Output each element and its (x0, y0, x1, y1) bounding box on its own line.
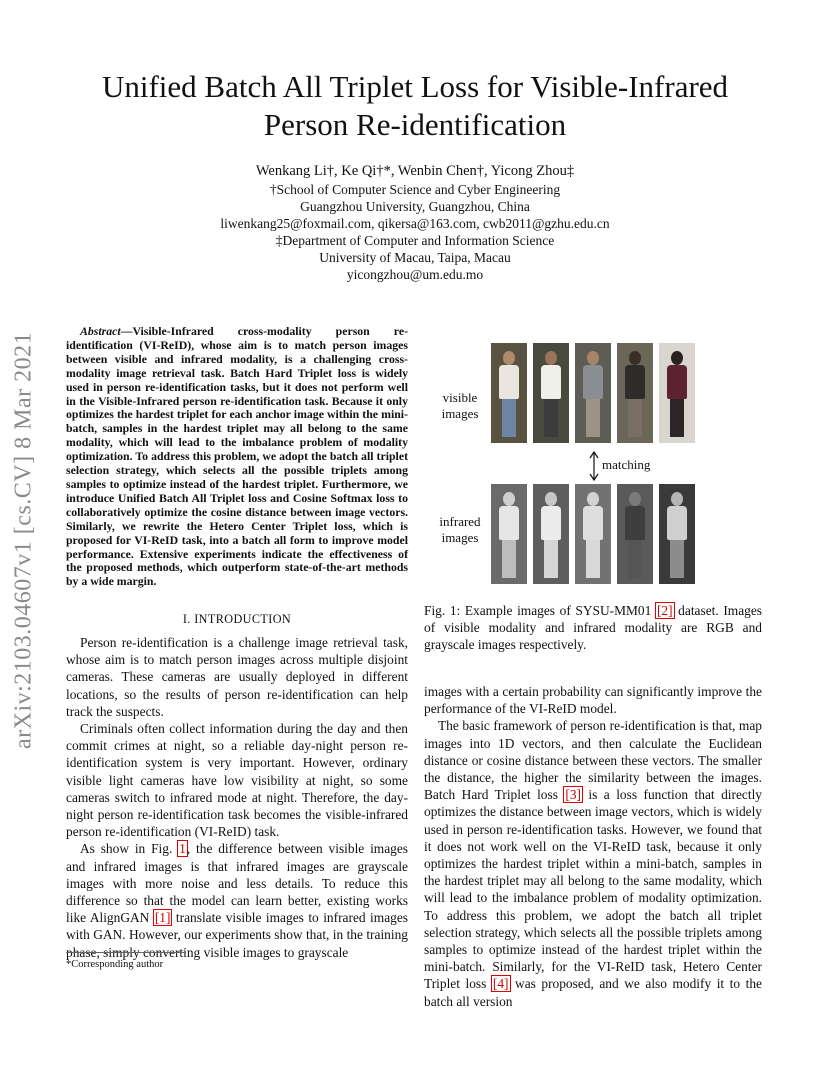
citation-link-1[interactable]: [1] (154, 910, 171, 926)
visible-photo-5 (659, 343, 695, 443)
matching-arrow-icon (588, 450, 600, 482)
caption-text-a: Fig. 1: Example images of SYSU-MM01 (424, 603, 656, 618)
visible-label-line-1: visible (442, 390, 478, 405)
right-p2-text-a: The basic framework of person re-identification is that, map images into 1D vectors, and then calculate the Euclidean distance or cosine distance between these vectors. The smaller the distance, the higher the similarity between the images. Batch Hard Triplet loss (424, 718, 762, 803)
citation-link-4[interactable]: [4] (492, 976, 509, 992)
figure-1 (420, 338, 770, 593)
abstract-label: Abstract (80, 324, 121, 338)
visible-photo-3 (575, 343, 611, 443)
section-heading-introduction: I. INTRODUCTION (182, 612, 292, 626)
visible-label-line-2: images (441, 406, 479, 421)
visible-photo-2 (533, 343, 569, 443)
infrared-photo-1 (491, 484, 527, 584)
abstract-text: —Visible-Infrared cross-modality person re-identification (VI-ReID), whose aim is to match person images between visible and infrared modality, is a challenging cross-modality image retrieval task. Batch Hard Triplet loss is widely used in person re-identification tasks, but it does not perform well in the Visible-Infrared person re-identification task. Because it only optimizes the hardest triplet for each anchor image within the mini-batch, samples in the hardest triplet may all belong to the same modality, which will lead to the imbalance problem of modality optimization. To address this problem, we adopt the batch all triplet selection strategy, which selects all the possible triplets among samples to optimize instead of the hardest triplet. Furthermore, we introduce Unified Batch All Triplet loss and Cosine Softmax loss to collaboratively optimize the cosine distance between image vectors. Similarly, we rewrite the Hetero Center Triplet loss, which is proposed for VI-ReID task, into a batch all form to improve model performance. Extensive experiments indicate the effectiveness of the proposed methods, which outperform state-of-the-art methods by a wide margin. (66, 324, 408, 589)
visible-photo-1 (491, 343, 527, 443)
citation-link-2[interactable]: [2] (656, 603, 673, 618)
right-p2-text-c: was proposed, and we also modify it to the batch all version (424, 976, 762, 1009)
right-column-text (424, 683, 762, 1010)
visible-images-label (428, 390, 492, 422)
abstract (66, 325, 408, 589)
matching-label: matching (602, 457, 651, 472)
infrared-photo-3 (575, 484, 611, 584)
infrared-label-line-2: images (441, 530, 479, 545)
right-p2-text-b: is a loss function that directly optimizes the distance between image vectors, which is widely used in person re-identification tasks. However, we found that it does not work well on the VI-ReID task, because it only optimizes the hardest triplet within a mini-batch, samples in the hardest triplet may all belong to the same modality, which will lead to the imbalance problem of modality optimization. To address this problem, we adopt the batch all triplet selection strategy, which selects all the possible triplets among samples to optimize instead of the hardest triplet within the mini-batch. Similarly, for the VI-ReID task, Hetero Center Triplet loss (424, 787, 762, 992)
footnote-divider (66, 952, 186, 953)
right-paragraph-2 (424, 717, 762, 1009)
intro-p3-text-c: translate visible images to infrared images with GAN. However, our experiments show that, in the training phase, simply converting visible images to grayscale (66, 910, 408, 960)
intro-paragraph-3 (66, 840, 408, 960)
intro-paragraph-2: Criminals often collect information during the day and then commit crimes at night, so a reliable day-night person re-identification system is very important. However, ordinary visible light cameras have low visibility at night, so some cameras switch to infrared mode at night. Therefore, the day-night person re-identification task becomes the visible-infrared person re-identification (VI-ReID) task. (66, 721, 408, 840)
affiliation-1-line-1: †School of Computer Science and Cyber Engineering (269, 182, 561, 197)
affiliation-1-line-2: Guangzhou University, Guangzhou, China (300, 199, 530, 214)
citation-link-3[interactable]: [3] (565, 787, 581, 803)
infrared-images-label (428, 514, 492, 546)
introduction-text (66, 634, 408, 961)
arxiv-identifier: arXiv:2103.04607v1 [cs.CV] 8 Mar 2021 (10, 331, 37, 749)
intro-paragraph-1: Person re-identification is a challenge image retrieval task, whose aim is to match person images across multiple disjoint cameras. These cameras are usually deployed in different locations, so the results of person re-identification can help track the suspects. (66, 635, 408, 719)
infrared-photo-5 (659, 484, 695, 584)
right-paragraph-1: images with a certain probability can significantly improve the performance of the VI-ReID model. (424, 684, 762, 717)
intro-p3-text-b: , the difference between visible images and infrared images is that infrared images are grayscale images with more noise and less details. To reduce this difference so that the model can learn better, existing works like AlignGAN (66, 841, 409, 926)
infrared-label-line-1: infrared (439, 514, 481, 529)
infrared-photo-4 (617, 484, 653, 584)
affiliation-2-email: yicongzhou@um.edu.mo (346, 267, 484, 282)
visible-photo-4 (617, 343, 653, 443)
intro-p3-text-a: As show in Fig. (80, 841, 179, 857)
footnote: *Corresponding author (66, 959, 164, 970)
author-names: Wenkang Li†, Ke Qi†*, Wenbin Chen†, Yicong Zhou‡ (255, 163, 575, 179)
infrared-photo-2 (533, 484, 569, 584)
affiliation-1-emails: liwenkang25@foxmail.com, qikersa@163.com, cwb2011@gzhu.edu.cn (220, 216, 610, 231)
figure-1-caption (424, 602, 762, 654)
paper-title: Unified Batch All Triplet Loss for Visible-Infrared Person Re-identification (101, 69, 729, 142)
author-block (60, 163, 770, 283)
caption-text-b: dataset. Images of visible modality and infrared modality are RGB and grayscale images respectively. (424, 603, 762, 653)
affiliation-2-line-2: University of Macau, Taipa, Macau (319, 250, 511, 265)
figure-reference-link[interactable]: 1 (179, 841, 186, 857)
affiliation-2-line-1: ‡Department of Computer and Information Science (275, 233, 555, 248)
